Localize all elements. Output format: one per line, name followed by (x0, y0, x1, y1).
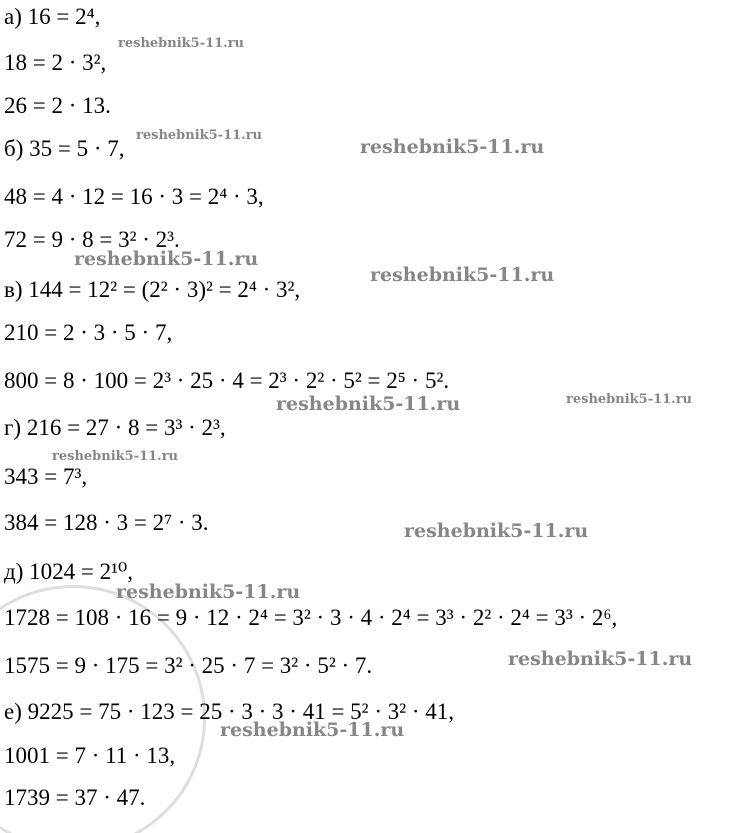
line-a-26: 26 = 2 · 13. (4, 93, 111, 118)
line-b-72: 72 = 9 · 8 = 3² · 2³. (4, 227, 180, 252)
line-d-1024: д) 1024 = 2¹⁰, (4, 559, 133, 584)
line-v-800: 800 = 8 · 100 = 2³ · 25 · 4 = 2³ · 2² · 5² = 2⁵ · 5². (4, 368, 450, 393)
line-a-16: а) 16 = 2⁴, (4, 4, 101, 29)
line-e-9225: е) 9225 = 75 · 123 = 25 · 3 · 3 · 41 = 5² · 3² · 41, (4, 699, 455, 724)
watermark: reshebnik5-11.ru (118, 36, 245, 51)
line-g-343: 343 = 7³, (4, 464, 88, 489)
line-v-210: 210 = 2 · 3 · 5 · 7, (4, 320, 173, 345)
line-b-35: б) 35 = 5 · 7, (4, 136, 125, 161)
watermark: reshebnik5-11.ru (74, 248, 259, 270)
line-b-48: 48 = 4 · 12 = 16 · 3 = 2⁴ · 3, (4, 184, 264, 209)
watermark: reshebnik5-11.ru (508, 648, 693, 670)
line-d-1728: 1728 = 108 · 16 = 9 · 12 · 2⁴ = 3² · 3 · 4 · 2⁴ = 3³ · 2² · 2⁴ = 3³ · 2⁶, (4, 605, 618, 630)
watermark: reshebnik5-11.ru (370, 264, 555, 286)
watermark: reshebnik5-11.ru (220, 719, 405, 741)
watermark: reshebnik5-11.ru (360, 136, 545, 158)
line-g-216: г) 216 = 27 · 8 = 3³ · 2³, (4, 415, 226, 440)
watermark: reshebnik5-11.ru (566, 392, 693, 407)
line-e-1001: 1001 = 7 · 11 · 13, (4, 743, 176, 768)
watermark: reshebnik5-11.ru (276, 393, 461, 415)
line-a-18: 18 = 2 · 3², (4, 50, 107, 75)
line-g-384: 384 = 128 · 3 = 2⁷ · 3. (4, 510, 209, 535)
watermark: reshebnik5-11.ru (404, 520, 589, 542)
watermark: reshebnik5-11.ru (116, 581, 301, 603)
line-e-1739: 1739 = 37 · 47. (4, 785, 146, 810)
line-v-144: в) 144 = 12² = (2² · 3)² = 2⁴ · 3², (4, 277, 301, 302)
watermark: reshebnik5-11.ru (136, 128, 263, 143)
watermark: reshebnik5-11.ru (52, 449, 179, 464)
line-d-1575: 1575 = 9 · 175 = 3² · 25 · 7 = 3² · 5² · 7. (4, 653, 373, 678)
